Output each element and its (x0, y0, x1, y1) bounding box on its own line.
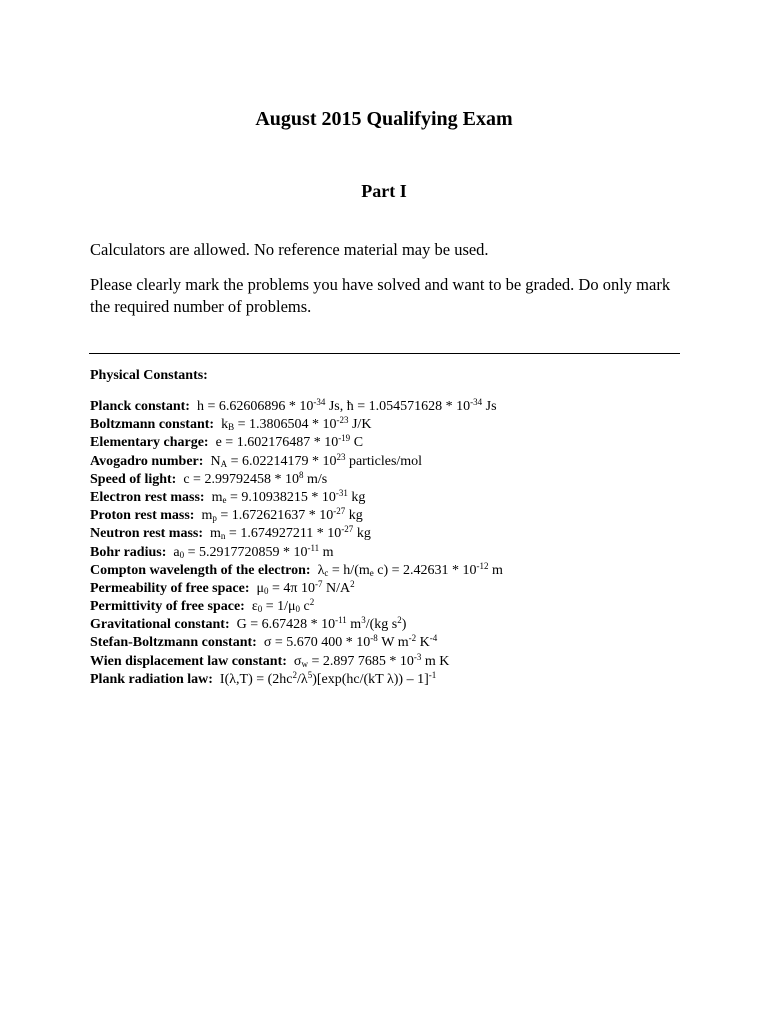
constant-value: $k_B = 1.3806504 * 10^{-23}$ J/K (221, 415, 372, 433)
constant-name: Gravitational constant: (90, 617, 230, 633)
constant-name: Permittivity of free space: (90, 599, 245, 615)
constant-row (90, 489, 690, 507)
constant-value: $\varepsilon_0 = 1/\mu_0$ $c^2$ (251, 597, 315, 615)
constant-row (90, 616, 690, 634)
constants-list (90, 398, 690, 689)
constant-value: $m_p = 1.672621637 * 10^{-27}$ kg (201, 506, 363, 524)
constant-row (90, 598, 690, 616)
constant-row (90, 507, 690, 525)
constant-value: $m_e = 9.10938215 * 10^{-31}$ kg (211, 487, 366, 505)
instruction-calculators: Calculators are allowed. No reference material may be used. (90, 240, 489, 259)
constant-value: σ = 5.670 $400 * 10^{-8}$ W $m^{-2}$ $K^{-4}$ (263, 633, 438, 651)
constant-value: $G = 6.67428 * 10^{-11}$ $m^3/(kg$ $s^2$) (236, 615, 407, 633)
constant-value: $N_A = 6.02214179 * 10^{23}$ particles/mol (210, 451, 423, 469)
constant-name: Compton wavelength of the electron: (90, 562, 311, 578)
constant-name: Speed of light: (90, 471, 177, 487)
constant-value: $I(\lambda,T) = (2hc^2/\lambda^5)[\exp(hc/(kT$ λ)) – 1]$^{-1}$ (219, 669, 437, 687)
constant-row (90, 398, 690, 416)
constant-name: Bohr radius: (90, 544, 167, 560)
constant-row (90, 453, 690, 471)
constant-name: Boltzmann constant: (90, 417, 215, 433)
constant-name: Plank radiation law: (90, 671, 213, 687)
constant-name: Proton rest mass: (90, 508, 195, 524)
constant-name: Electron rest mass: (90, 489, 205, 505)
constant-value: $\sigma_w = 2.897$ $7685 * 10^{-3}$ m K (293, 651, 450, 669)
constant-name: Permeability of free space: (90, 580, 250, 596)
constant-row (90, 525, 690, 543)
instruction-marking: Please clearly mark the problems you have solved and want to be graded. Do only mark the required number of problems. (90, 275, 671, 316)
constant-name: Avogadro number: (90, 453, 204, 469)
constant-row (90, 580, 690, 598)
constant-row (90, 653, 690, 671)
constant-row (90, 562, 690, 580)
constant-row (90, 544, 690, 562)
constant-name: Planck constant: (90, 399, 190, 414)
part-heading: Part I (361, 181, 407, 201)
constant-name: Elementary charge: (90, 435, 209, 451)
constant-value: $m_n = 1.674927211 * 10^{-27}$ kg (210, 524, 371, 542)
divider-line (89, 353, 680, 354)
constant-name: Wien displacement law constant: (90, 653, 287, 669)
constants-heading: Physical Constants: (90, 368, 208, 383)
exam-title: August 2015 Qualifying Exam (255, 108, 513, 130)
constant-value: $e = 1.602176487 * 10^{-19}$ C (215, 433, 364, 451)
constant-value: $a_0 = 5.2917720859 * 10^{-11}$ m (173, 542, 334, 560)
constant-row (90, 471, 690, 489)
constant-value: $\lambda_c = h/(m_e$ $c) = 2.42631 * 10^{-12}$ m (317, 560, 503, 578)
constant-value: $h = 6.62606896 * 10^{-34}$ Js, ħ = $1.054571628 * 10^{-34}$ Js (196, 397, 497, 414)
constant-value: $\mu_0 = 4\pi$ $10^{-7}$ $N/A^2$ (256, 578, 355, 596)
constant-row (90, 634, 690, 652)
constant-row (90, 416, 690, 434)
constant-row (90, 671, 690, 689)
constant-value: $c = 2.99792458 * 10^8$ m/s (183, 469, 328, 487)
constant-row (90, 434, 690, 452)
constant-name: Stefan-Boltzmann constant: (90, 635, 257, 651)
constant-name: Neutron rest mass: (90, 526, 204, 542)
